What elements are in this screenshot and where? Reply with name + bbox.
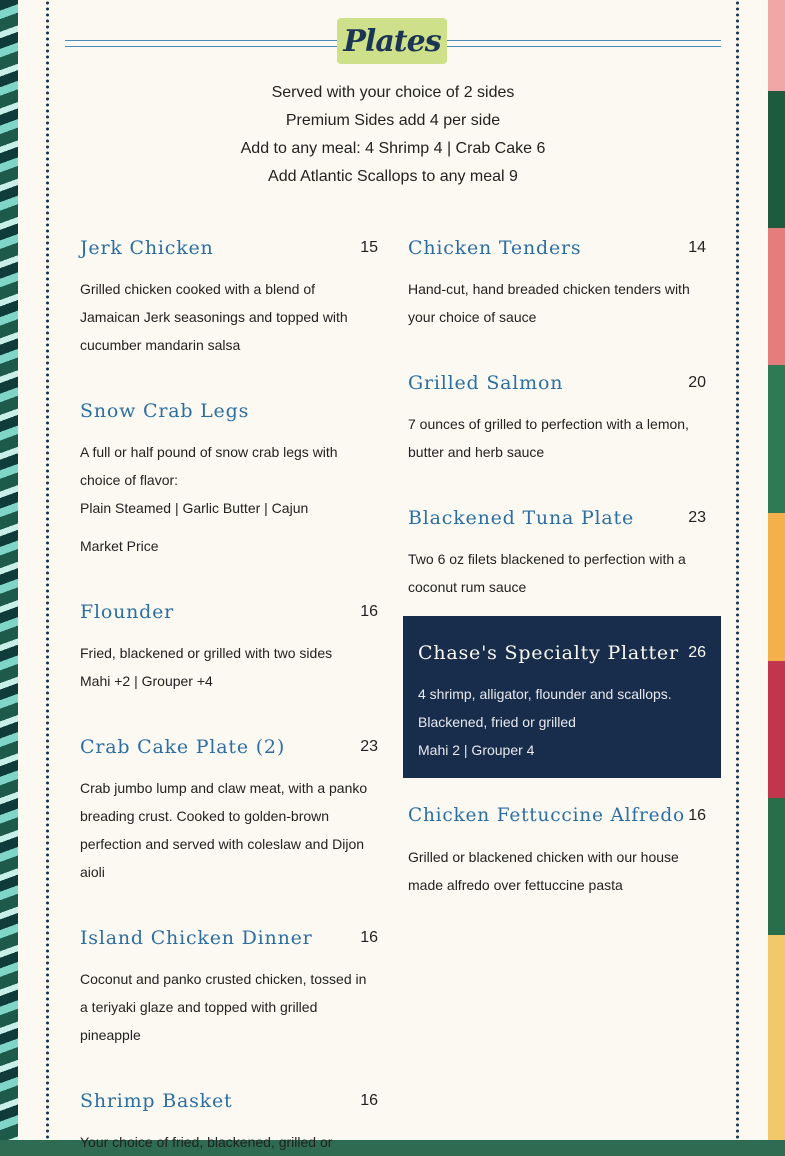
item-price: 20 [688, 374, 706, 391]
item-name: Snow Crab Legs [80, 400, 250, 422]
section-title: Plates [337, 18, 447, 64]
intro-line: Premium Sides add 4 per side [285, 112, 501, 129]
item-name: Chicken Tenders [408, 237, 582, 259]
item-description [80, 275, 378, 359]
dotted-border-right [736, 0, 739, 1140]
item-description [408, 843, 706, 899]
item-name: Flounder [80, 601, 175, 623]
item-description [418, 680, 706, 764]
menu-item-chases-specialty-platter [403, 616, 721, 778]
item-name: Shrimp Basket [80, 1090, 233, 1112]
item-description [408, 545, 706, 601]
menu-item-flounder [80, 597, 378, 695]
description-line: Coconut and panko crusted chicken, tossed in a teriyaki glaze and topped with grilled pineapple [80, 971, 367, 1043]
menu-item-shrimp-basket [80, 1086, 378, 1156]
description-line: Mahi +2 | Grouper +4 [80, 673, 213, 689]
menu-item-chicken-tenders [408, 233, 706, 331]
description-line: Hand-cut, hand breaded chicken tenders with your choice of sauce [408, 281, 690, 325]
section-intro [65, 79, 721, 191]
item-price: 16 [688, 807, 706, 824]
item-name: Chicken Fettuccine Alfredo [408, 805, 685, 826]
description-line: Plain Steamed | Garlic Butter | Cajun [80, 500, 309, 516]
item-description [80, 639, 378, 695]
description-line: Two 6 oz filets blackened to perfection with a coconut rum sauce [408, 551, 686, 595]
description-line: 7 ounces of grilled to perfection with a lemon, butter and herb sauce [408, 416, 689, 460]
item-price: 15 [360, 239, 378, 256]
item-name: Island Chicken Dinner [80, 927, 313, 949]
tropical-background-right [768, 0, 785, 1140]
item-name: Blackened Tuna Plate [408, 507, 635, 529]
menu-item-grilled-salmon [408, 368, 706, 466]
item-name: Jerk Chicken [80, 237, 214, 259]
description-line: Grilled or blackened chicken with our house made alfredo over fettuccine pasta [408, 849, 679, 893]
tropical-background-left [0, 0, 18, 1140]
item-description [80, 438, 378, 560]
menu-item-blackened-tuna-plate [408, 503, 706, 601]
description-line: Crab jumbo lump and claw meat, with a panko breading crust. Cooked to golden-brown perfection and served with coleslaw and Dijon aioli [80, 780, 368, 880]
menu-item-crab-cake-plate [80, 732, 378, 886]
intro-line: Add to any meal: 4 Shrimp 4 | Crab Cake 6 [240, 140, 546, 157]
description-line: Fried, blackened or grilled with two sides [80, 645, 333, 661]
menu-item-jerk-chicken [80, 233, 378, 359]
item-description [80, 965, 378, 1049]
item-price: 16 [360, 929, 378, 946]
description-line: Mahi 2 | Grouper 4 [418, 742, 535, 758]
item-name: Crab Cake Plate (2) [80, 736, 286, 758]
item-name: Grilled Salmon [408, 372, 564, 394]
item-price: 14 [688, 239, 706, 256]
item-description [408, 410, 706, 466]
market-price-note: Market Price [80, 538, 159, 554]
menu-item-chicken-fettuccine-alfredo [408, 801, 706, 899]
menu-item-island-chicken-dinner [80, 923, 378, 1049]
description-line: Blackened, fried or grilled [418, 714, 576, 730]
item-price: 23 [360, 738, 378, 755]
item-price: 26 [688, 644, 706, 661]
description-line: Grilled chicken cooked with a blend of Jamaican Jerk seasonings and topped with cucumber mandarin salsa [80, 281, 348, 353]
item-price: 16 [360, 603, 378, 620]
intro-line: Served with your choice of 2 sides [271, 84, 515, 101]
item-price: 16 [360, 1092, 378, 1109]
description-line: Your choice of fried, blackened, grilled or [80, 1134, 333, 1150]
item-description [80, 1128, 378, 1156]
item-price: 23 [688, 509, 706, 526]
dotted-border-left [46, 0, 49, 1140]
description-line: A full or half pound of snow crab legs with choice of flavor: [80, 444, 338, 488]
menu-item-snow-crab-legs [80, 396, 378, 560]
item-name: Chase's Specialty Platter [418, 642, 679, 664]
item-description [80, 774, 378, 886]
item-description [408, 275, 706, 331]
description-line: 4 shrimp, alligator, flounder and scallops. [418, 686, 672, 702]
intro-line: Add Atlantic Scallops to any meal 9 [268, 168, 518, 185]
